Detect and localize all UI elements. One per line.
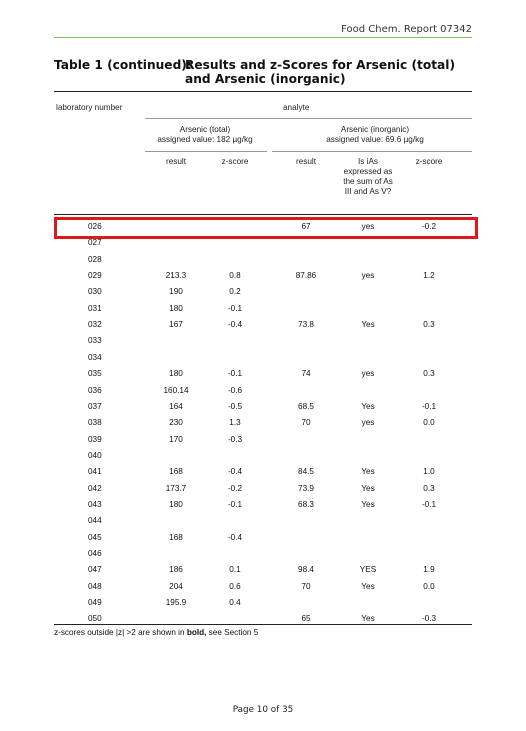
cell-result-total: 168 [169,532,183,542]
table-row [0,283,526,299]
table-row [0,447,526,463]
cell-result-total: 180 [169,303,183,313]
cell-zscore-total: 0.6 [229,581,241,591]
col-result-total: result [165,157,187,166]
cell-ias: YES [359,565,377,575]
col-zscore-total: z-score [221,157,249,166]
cell-zscore-total: -0.4 [227,467,243,477]
table-row [0,300,526,316]
cell-result-inorganic: 68.5 [298,401,314,411]
report-header: Food Chem. Report 07342 [341,24,472,35]
cell-lab: 047 [88,565,102,575]
cell-lab: 039 [88,434,102,444]
table-row [0,267,526,283]
cell-zscore-inorganic: 1.0 [423,467,435,477]
cell-result-total: 160.14 [163,385,189,395]
table-row [0,545,526,561]
cell-lab: 043 [88,499,102,509]
page-number: Page 10 of 35 [232,705,294,715]
footnote-text: z-scores outside |z| >2 are shown in [54,628,187,637]
cell-zscore-total: -0.1 [227,369,243,379]
group-inorganic-rule [272,151,472,152]
cell-ias: yes [361,271,375,281]
table-row [0,332,526,348]
cell-zscore-inorganic: -0.2 [421,222,437,231]
table-row [0,365,526,381]
cell-result-inorganic: 67 [301,222,311,231]
cell-lab: 031 [88,303,102,313]
cell-result-inorganic: 98.4 [298,565,314,575]
cell-zscore-inorganic: -0.3 [421,614,437,624]
group-total-assigned: assigned value: 182 µg/kg [157,135,253,144]
cell-zscore-total: -0.4 [227,320,243,330]
table-row [0,529,526,545]
cell-lab: 037 [88,401,102,411]
table-header-rule [54,214,472,215]
cell-zscore-inorganic: 0.3 [423,483,435,493]
cell-result-total: 168 [169,467,183,477]
cell-result-total: 167 [169,320,183,330]
table-row [0,431,526,447]
cell-lab: 050 [88,614,102,624]
cell-result-total: 173.7 [165,483,187,493]
table-title-text: Results and z-Scores for Arsenic (total) and Arsenic (inorganic) [185,58,456,86]
cell-result-inorganic: 73.9 [298,483,314,493]
group-arsenic-inorganic [280,125,470,145]
cell-ias: Yes [361,320,375,330]
cell-zscore-total: 0.8 [229,271,241,281]
cell-result-total: 230 [169,418,183,428]
group-total-rule [145,151,267,152]
table-label: Table 1 (continued): [54,58,192,72]
cell-zscore-inorganic: 0.0 [423,581,435,591]
table-row [0,578,526,594]
cell-lab: 049 [88,598,102,608]
table-row [0,480,526,496]
cell-lab: 036 [88,385,102,395]
cell-result-inorganic: 73.8 [298,320,314,330]
cell-zscore-inorganic: 1.2 [423,271,435,281]
cell-ias: Yes [361,401,375,411]
cell-result-inorganic: 74 [301,369,311,379]
highlight-box [54,217,478,239]
cell-lab: 028 [88,254,102,264]
cell-zscore-inorganic: 0.3 [423,369,435,379]
table-row [0,414,526,430]
cell-lab: 027 [88,238,102,248]
analyte-rule [145,118,472,119]
cell-result-inorganic: 70 [301,581,311,591]
lab-number-header: laboratory number [56,103,123,112]
cell-result-total: 204 [169,581,183,591]
cell-zscore-total: -0.6 [227,385,243,395]
cell-result-total: 195.9 [165,598,187,608]
table-row [0,251,526,267]
table-top-rule [54,91,472,92]
table-row [0,398,526,414]
cell-result-total: 164 [169,401,183,411]
cell-result-inorganic: 68.3 [298,499,314,509]
cell-result-inorganic: 65 [301,614,311,624]
cell-ias: Yes [361,614,375,624]
footnote-bold: bold, [186,628,207,637]
cell-zscore-total: -0.4 [227,532,243,542]
cell-lab: 029 [88,271,102,281]
table-row [0,316,526,332]
cell-zscore-total: 0.2 [229,287,241,297]
cell-zscore-total: -0.2 [227,483,243,493]
col-ias-question: Is iAs expressed as the sum of As III and As V? [343,157,393,196]
cell-ias: Yes [361,483,375,493]
cell-zscore-total: -0.3 [227,434,243,444]
cell-lab: 041 [88,467,102,477]
cell-result-total: 180 [169,369,183,379]
cell-lab: 044 [88,516,102,526]
cell-result-total: 190 [169,287,183,297]
cell-lab: 032 [88,320,102,330]
cell-lab: 030 [88,287,102,297]
cell-result-total: 186 [169,565,183,575]
cell-lab: 034 [88,352,102,362]
table-row [0,349,526,365]
cell-zscore-inorganic: 1.9 [423,565,435,575]
cell-zscore-total: -0.1 [227,303,243,313]
cell-ias: Yes [361,467,375,477]
cell-zscore-inorganic: 0.0 [423,418,435,428]
cell-zscore-total: 0.4 [229,598,241,608]
cell-result-total: 213.3 [165,271,187,281]
cell-ias: yes [361,418,375,428]
table-row [0,594,526,610]
table-bottom-rule [54,624,472,625]
table-row [0,512,526,528]
analyte-header: analyte [283,103,310,112]
cell-lab: 035 [88,369,102,379]
cell-result-inorganic: 87.86 [295,271,317,281]
cell-result-total: 180 [169,499,183,509]
table-row [0,382,526,398]
cell-lab: 033 [88,336,102,346]
col-result-inorganic: result [295,157,317,166]
table-row [0,561,526,577]
cell-lab: 046 [88,549,102,558]
cell-lab: 040 [88,450,102,460]
cell-zscore-inorganic: 0.3 [423,320,435,330]
cell-zscore-total: -0.5 [227,401,243,411]
group-inorganic-name: Arsenic (inorganic) [340,125,410,134]
cell-zscore-total: 0.1 [229,565,241,575]
cell-lab: 045 [88,532,102,542]
cell-lab: 042 [88,483,102,493]
cell-ias: Yes [361,581,375,591]
cell-lab: 026 [88,222,102,231]
cell-result-inorganic: 70 [301,418,311,428]
group-inorganic-assigned: assigned value: 69.6 µg/kg [326,135,424,144]
cell-zscore-inorganic: -0.1 [421,401,437,411]
cell-zscore-total: 1.3 [229,418,241,428]
group-arsenic-total [130,125,280,145]
footnote-section: see Section 5 [206,628,259,637]
footnote [54,628,258,637]
group-total-name: Arsenic (total) [179,125,231,134]
cell-lab: 048 [88,581,102,591]
cell-ias: yes [361,222,375,231]
cell-zscore-inorganic: -0.1 [421,499,437,509]
cell-ias: yes [361,369,375,379]
cell-zscore-total: -0.1 [227,499,243,509]
cell-result-total: 170 [169,434,183,444]
table-row [0,496,526,512]
header-rule [54,37,472,38]
col-zscore-inorganic: z-score [415,157,443,166]
cell-lab: 038 [88,418,102,428]
cell-result-inorganic: 84.5 [298,467,314,477]
table-row [0,463,526,479]
cell-ias: Yes [361,499,375,509]
